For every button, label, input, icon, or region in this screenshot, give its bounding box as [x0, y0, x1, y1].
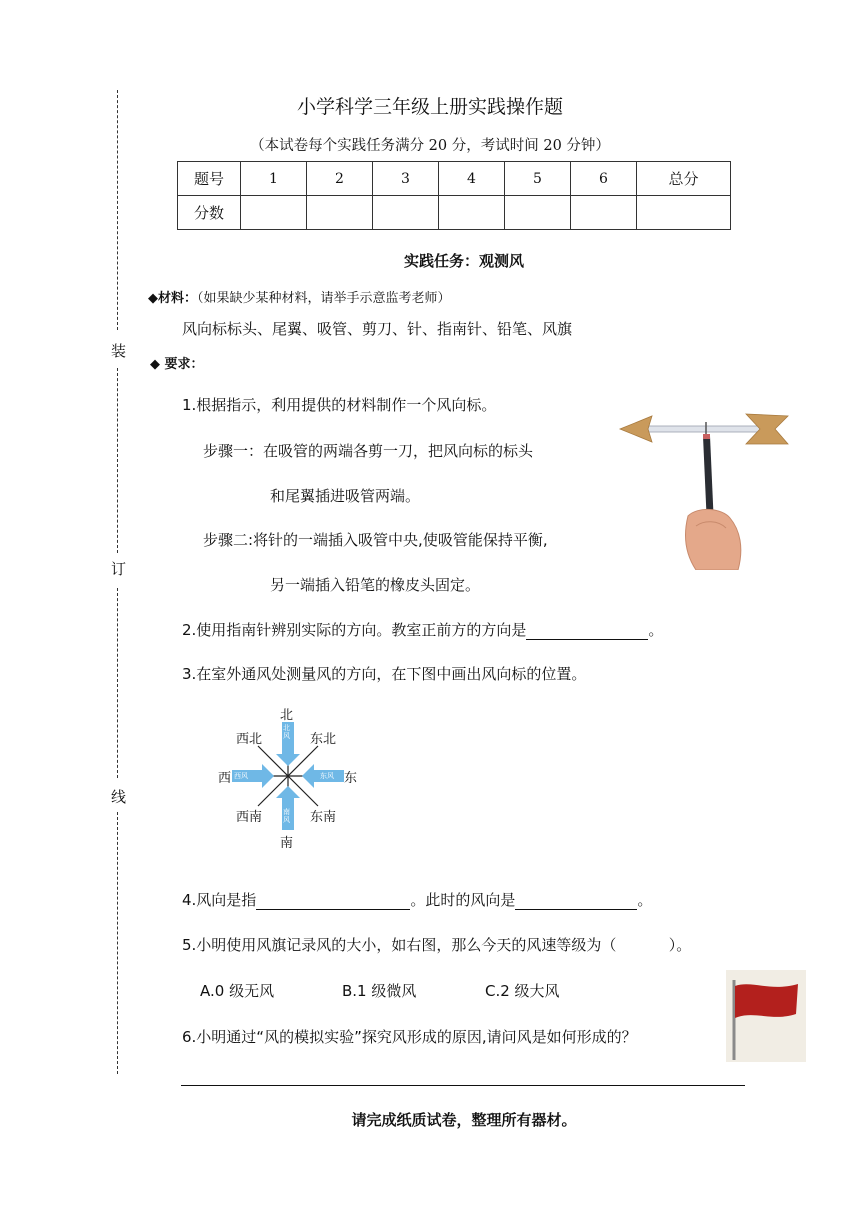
requirements-label: ◆ 要求：: [150, 357, 204, 372]
vane-head-shape: [620, 416, 652, 442]
materials-list: 风向标标头、尾翼、吸管、剪刀、针、指南针、铅笔、风旗: [182, 320, 573, 338]
score-header-q1: 1: [241, 162, 307, 196]
score-table-score-row: [178, 196, 731, 230]
question-5-option-a[interactable]: A.0 级无风: [200, 982, 275, 1000]
compass-west: 西: [218, 771, 232, 786]
materials-label: ◆材料：: [148, 291, 197, 306]
question-2-text: 2.使用指南针辨别实际的方向。教室正前方的方向是: [182, 621, 527, 639]
score-cell-q5[interactable]: [505, 196, 571, 230]
pencil-eraser-shape: [703, 434, 710, 439]
question-4: [182, 889, 652, 910]
binding-line-mid2: [117, 588, 118, 778]
question-1-step1-line1: 步骤一：在吸管的两端各剪一刀，把风向标的标头: [203, 442, 534, 460]
arrow-label-south-wind: 南风: [283, 808, 290, 824]
question-5-option-b[interactable]: B.1 级微风: [342, 982, 417, 1000]
score-header-label: 题号: [178, 162, 241, 196]
question-5-option-c[interactable]: C.2 级大风: [485, 982, 560, 1000]
question-6: 6.小明通过“风的模拟实验”探究风形成的原因,请问风是如何形成的？: [182, 1028, 637, 1046]
score-header-q2: 2: [307, 162, 373, 196]
question-2-answer-blank[interactable]: [526, 623, 648, 640]
compass-northwest: 西北: [236, 732, 263, 747]
question-3: 3.在室外通风处测量风的方向，在下图中画出风向标的位置。: [182, 665, 587, 683]
page-title: 小学科学三年级上册实践操作题: [296, 96, 563, 118]
arrow-label-east-wind: 东风: [320, 772, 334, 780]
compass-east: 东: [344, 771, 358, 786]
question-4-text-a: 4.风向是指: [182, 891, 257, 909]
footer-instruction: 请完成纸质试卷，整理所有器材。: [351, 1111, 577, 1129]
question-4-definition-blank[interactable]: [256, 893, 410, 910]
arrow-label-north-wind: 北风: [283, 724, 290, 740]
question-1: 1.根据指示，利用提供的材料制作一个风向标。: [182, 396, 497, 414]
binding-line-top: [117, 90, 118, 330]
materials-header: [148, 287, 451, 306]
score-cell-q2[interactable]: [307, 196, 373, 230]
score-cell-q1[interactable]: [241, 196, 307, 230]
binding-line-mid1: [117, 368, 118, 553]
question-5: 5.小明使用风旗记录风的大小，如右图，那么今天的风速等级为（ ）。: [182, 936, 692, 954]
binding-line-bottom: [117, 812, 118, 1074]
question-1-step2-line1: 步骤二:将针的一端插入吸管中央,使吸管能保持平衡,: [203, 531, 548, 549]
score-header-total: 总分: [637, 162, 731, 196]
score-cell-total[interactable]: [637, 196, 731, 230]
compass-north: 北: [280, 708, 294, 723]
question-1-step2-line2: 另一端插入铅笔的橡皮头固定。: [270, 576, 481, 594]
compass-northeast: 东北: [310, 732, 337, 747]
score-header-q6: 6: [571, 162, 637, 196]
binding-mark-ding: 订: [111, 560, 127, 578]
compass-southeast: 东南: [310, 810, 337, 825]
question-4-text-c: 。: [637, 891, 653, 909]
score-table: [177, 161, 731, 230]
question-4-direction-blank[interactable]: [515, 893, 637, 910]
wind-vane-illustration: [618, 408, 793, 570]
flag-cloth-shape: [735, 984, 798, 1018]
score-header-q4: 4: [439, 162, 505, 196]
binding-mark-zhuang: 装: [111, 342, 127, 360]
compass-diagram[interactable]: [212, 702, 368, 852]
question-4-text-b: 。此时的风向是: [410, 891, 516, 909]
score-table-header-row: [178, 162, 731, 196]
materials-note: （如果缺少某种材料，请举手示意监考老师）: [197, 291, 451, 306]
arrow-label-west-wind: 西风: [234, 772, 248, 780]
score-cell-q3[interactable]: [373, 196, 439, 230]
page-subtitle: （本试卷每个实践任务满分 20 分，考试时间 20 分钟）: [250, 138, 610, 154]
hand-shape: [686, 509, 741, 570]
score-cell-q4[interactable]: [439, 196, 505, 230]
compass-southwest: 西南: [236, 810, 263, 825]
question-2: [182, 619, 663, 640]
score-row-label: 分数: [178, 196, 241, 230]
score-header-q5: 5: [505, 162, 571, 196]
binding-mark-xian: 线: [111, 788, 127, 806]
question-1-step1-line2: 和尾翼插进吸管两端。: [270, 487, 421, 505]
task-title: 实践任务：观测风: [403, 252, 524, 270]
question-6-answer-line[interactable]: [181, 1085, 745, 1086]
question-2-end: 。: [648, 621, 664, 639]
wind-flag-illustration: [726, 970, 806, 1062]
score-header-q3: 3: [373, 162, 439, 196]
score-cell-q6[interactable]: [571, 196, 637, 230]
compass-south: 南: [280, 836, 294, 851]
